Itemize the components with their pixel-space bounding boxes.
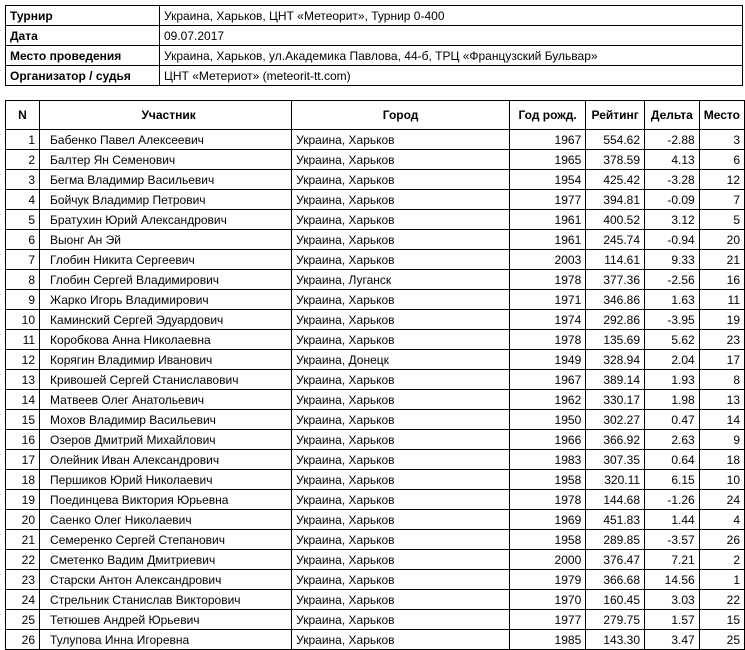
cell-place: 24 xyxy=(699,490,744,510)
cell-birth-year: 1983 xyxy=(510,450,586,470)
cell-delta: 6.15 xyxy=(645,470,700,490)
cell-place: 7 xyxy=(699,190,744,210)
cell-delta: -3.57 xyxy=(645,530,700,550)
info-row xyxy=(6,66,743,86)
header-place: Место xyxy=(699,101,744,130)
cell-participant: Старски Антон Александрович xyxy=(40,570,292,590)
cell-participant: Поединцева Виктория Юрьевна xyxy=(40,490,292,510)
cell-rating: 279.75 xyxy=(586,610,645,630)
tournament-info-table xyxy=(5,5,743,86)
cell-n: 4 xyxy=(6,190,40,210)
table-row xyxy=(6,490,745,510)
cell-city: Украина, Харьков xyxy=(292,190,510,210)
cell-participant: Тетюшев Андрей Юрьевич xyxy=(40,610,292,630)
cell-participant: Мохов Владимир Васильевич xyxy=(40,410,292,430)
cell-place: 19 xyxy=(699,310,744,330)
cell-place: 13 xyxy=(699,390,744,410)
header-participant: Участник xyxy=(40,101,292,130)
cell-city: Украина, Харьков xyxy=(292,330,510,350)
cell-birth-year: 1954 xyxy=(510,170,586,190)
cell-place: 1 xyxy=(699,570,744,590)
table-row xyxy=(6,550,745,570)
table-row xyxy=(6,450,745,470)
tournament-info-body xyxy=(6,6,743,86)
table-row xyxy=(6,530,745,550)
cell-participant: Першиков Юрий Николаевич xyxy=(40,470,292,490)
cell-city: Украина, Харьков xyxy=(292,490,510,510)
cell-rating: 144.68 xyxy=(586,490,645,510)
cell-city: Украина, Харьков xyxy=(292,250,510,270)
cell-rating: 554.62 xyxy=(586,130,645,150)
info-row xyxy=(6,26,743,46)
cell-participant: Матвеев Олег Анатольевич xyxy=(40,390,292,410)
cell-participant: Балтер Ян Семенович xyxy=(40,150,292,170)
cell-place: 18 xyxy=(699,450,744,470)
cell-birth-year: 2003 xyxy=(510,250,586,270)
table-row xyxy=(6,250,745,270)
cell-delta: 5.62 xyxy=(645,330,700,350)
cell-rating: 400.52 xyxy=(586,210,645,230)
table-row xyxy=(6,130,745,150)
cell-participant: Бабенко Павел Алексеевич xyxy=(40,130,292,150)
cell-birth-year: 1950 xyxy=(510,410,586,430)
cell-rating: 160.45 xyxy=(586,590,645,610)
cell-rating: 376.47 xyxy=(586,550,645,570)
cell-city: Украина, Харьков xyxy=(292,310,510,330)
cell-participant: Жарко Игорь Владимирович xyxy=(40,290,292,310)
cell-rating: 328.94 xyxy=(586,350,645,370)
cell-birth-year: 1965 xyxy=(510,150,586,170)
cell-city: Украина, Харьков xyxy=(292,570,510,590)
table-row xyxy=(6,310,745,330)
cell-rating: 330.17 xyxy=(586,390,645,410)
cell-n: 20 xyxy=(6,510,40,530)
cell-birth-year: 1961 xyxy=(510,210,586,230)
cell-n: 5 xyxy=(6,210,40,230)
table-row xyxy=(6,410,745,430)
cell-rating: 307.35 xyxy=(586,450,645,470)
cell-city: Украина, Харьков xyxy=(292,550,510,570)
cell-city: Украина, Луганск xyxy=(292,270,510,290)
cell-birth-year: 1958 xyxy=(510,470,586,490)
cell-participant: Озеров Дмитрий Михайлович xyxy=(40,430,292,450)
cell-rating: 135.69 xyxy=(586,330,645,350)
table-row xyxy=(6,270,745,290)
cell-city: Украина, Харьков xyxy=(292,130,510,150)
table-row xyxy=(6,390,745,410)
cell-city: Украина, Харьков xyxy=(292,210,510,230)
cell-delta: 1.63 xyxy=(645,290,700,310)
table-row xyxy=(6,590,745,610)
cell-city: Украина, Харьков xyxy=(292,530,510,550)
info-label: Турнир xyxy=(6,6,160,26)
cell-birth-year: 1978 xyxy=(510,490,586,510)
cell-place: 25 xyxy=(699,630,744,650)
cell-rating: 302.27 xyxy=(586,410,645,430)
cell-participant: Корягин Владимир Иванович xyxy=(40,350,292,370)
cell-n: 21 xyxy=(6,530,40,550)
cell-birth-year: 1962 xyxy=(510,390,586,410)
info-label: Место проведения xyxy=(6,46,160,66)
table-row xyxy=(6,210,745,230)
cell-n: 6 xyxy=(6,230,40,250)
cell-delta: 3.03 xyxy=(645,590,700,610)
cell-place: 2 xyxy=(699,550,744,570)
cell-city: Украина, Харьков xyxy=(292,510,510,530)
cell-place: 26 xyxy=(699,530,744,550)
cell-participant: Саенко Олег Николаевич xyxy=(40,510,292,530)
cell-city: Украина, Харьков xyxy=(292,630,510,650)
info-label: Дата xyxy=(6,26,160,46)
cell-place: 23 xyxy=(699,330,744,350)
cell-n: 10 xyxy=(6,310,40,330)
cell-participant: Каминский Сергей Эдуардович xyxy=(40,310,292,330)
table-row xyxy=(6,190,745,210)
cell-delta: -0.94 xyxy=(645,230,700,250)
cell-participant: Глобин Сергей Владимирович xyxy=(40,270,292,290)
cell-participant: Кривошей Сергей Станиславович xyxy=(40,370,292,390)
info-row xyxy=(6,6,743,26)
cell-birth-year: 1977 xyxy=(510,190,586,210)
info-value: ЦНТ «Метериот» (meteorit-tt.com) xyxy=(160,66,743,86)
cell-city: Украина, Харьков xyxy=(292,610,510,630)
cell-delta: 0.64 xyxy=(645,450,700,470)
cell-place: 6 xyxy=(699,150,744,170)
cell-place: 15 xyxy=(699,610,744,630)
cell-place: 4 xyxy=(699,510,744,530)
info-label: Организатор / судья xyxy=(6,66,160,86)
table-row xyxy=(6,470,745,490)
cell-rating: 389.14 xyxy=(586,370,645,390)
cell-rating: 346.86 xyxy=(586,290,645,310)
cell-city: Украина, Харьков xyxy=(292,450,510,470)
cell-n: 8 xyxy=(6,270,40,290)
cell-n: 2 xyxy=(6,150,40,170)
cell-participant: Бойчук Владимир Петрович xyxy=(40,190,292,210)
cell-n: 24 xyxy=(6,590,40,610)
table-row xyxy=(6,630,745,650)
cell-city: Украина, Харьков xyxy=(292,170,510,190)
cell-place: 12 xyxy=(699,170,744,190)
cell-birth-year: 1969 xyxy=(510,510,586,530)
cell-place: 5 xyxy=(699,210,744,230)
cell-place: 16 xyxy=(699,270,744,290)
cell-n: 26 xyxy=(6,630,40,650)
cell-birth-year: 1978 xyxy=(510,330,586,350)
results-header xyxy=(6,101,745,130)
cell-delta: 4.13 xyxy=(645,150,700,170)
cell-place: 22 xyxy=(699,590,744,610)
cell-city: Украина, Харьков xyxy=(292,590,510,610)
cell-rating: 378.59 xyxy=(586,150,645,170)
cell-participant: Глобин Никита Сергеевич xyxy=(40,250,292,270)
cell-n: 15 xyxy=(6,410,40,430)
cell-city: Украина, Харьков xyxy=(292,390,510,410)
cell-rating: 143.30 xyxy=(586,630,645,650)
table-row xyxy=(6,230,745,250)
cell-rating: 377.36 xyxy=(586,270,645,290)
cell-participant: Семеренко Сергей Степанович xyxy=(40,530,292,550)
cell-place: 9 xyxy=(699,430,744,450)
table-row xyxy=(6,570,745,590)
cell-n: 11 xyxy=(6,330,40,350)
cell-delta: -2.56 xyxy=(645,270,700,290)
results-body xyxy=(6,130,745,650)
cell-delta: -3.28 xyxy=(645,170,700,190)
cell-rating: 394.81 xyxy=(586,190,645,210)
header-rating: Рейтинг xyxy=(586,101,645,130)
cell-rating: 366.68 xyxy=(586,570,645,590)
cell-rating: 289.85 xyxy=(586,530,645,550)
cell-rating: 425.42 xyxy=(586,170,645,190)
cell-n: 16 xyxy=(6,430,40,450)
cell-delta: 9.33 xyxy=(645,250,700,270)
header-city: Город xyxy=(292,101,510,130)
cell-participant: Братухин Юрий Александрович xyxy=(40,210,292,230)
cell-participant: Стрельник Станислав Викторович xyxy=(40,590,292,610)
cell-rating: 114.61 xyxy=(586,250,645,270)
cell-n: 9 xyxy=(6,290,40,310)
cell-rating: 320.11 xyxy=(586,470,645,490)
cell-place: 8 xyxy=(699,370,744,390)
cell-n: 12 xyxy=(6,350,40,370)
info-value: Украина, Харьков, ул.Академика Павлова, 44-б, ТРЦ «Французский Бульвар» xyxy=(160,46,743,66)
cell-participant: Выонг Ан Эй xyxy=(40,230,292,250)
cell-place: 3 xyxy=(699,130,744,150)
cell-place: 17 xyxy=(699,350,744,370)
cell-birth-year: 1970 xyxy=(510,590,586,610)
cell-city: Украина, Донецк xyxy=(292,350,510,370)
table-row xyxy=(6,350,745,370)
cell-city: Украина, Харьков xyxy=(292,370,510,390)
cell-city: Украина, Харьков xyxy=(292,410,510,430)
cell-delta: 0.47 xyxy=(645,410,700,430)
info-value: Украина, Харьков, ЦНТ «Метеорит», Турнир 0-400 xyxy=(160,6,743,26)
cell-participant: Тулупова Инна Игоревна xyxy=(40,630,292,650)
cell-delta: 1.44 xyxy=(645,510,700,530)
cell-n: 14 xyxy=(6,390,40,410)
cell-birth-year: 1985 xyxy=(510,630,586,650)
cell-n: 23 xyxy=(6,570,40,590)
info-value: 09.07.2017 xyxy=(160,26,743,46)
cell-city: Украина, Харьков xyxy=(292,290,510,310)
cell-n: 25 xyxy=(6,610,40,630)
results-table xyxy=(5,100,745,650)
table-row xyxy=(6,370,745,390)
cell-n: 22 xyxy=(6,550,40,570)
cell-participant: Сметенко Вадим Дмитриевич xyxy=(40,550,292,570)
cell-birth-year: 1979 xyxy=(510,570,586,590)
cell-place: 11 xyxy=(699,290,744,310)
table-row xyxy=(6,510,745,530)
cell-rating: 366.92 xyxy=(586,430,645,450)
cell-delta: 1.98 xyxy=(645,390,700,410)
cell-rating: 451.83 xyxy=(586,510,645,530)
cell-delta: 3.12 xyxy=(645,210,700,230)
cell-delta: 2.04 xyxy=(645,350,700,370)
cell-birth-year: 1971 xyxy=(510,290,586,310)
cell-delta: 2.63 xyxy=(645,430,700,450)
cell-city: Украина, Харьков xyxy=(292,230,510,250)
cell-place: 21 xyxy=(699,250,744,270)
table-row xyxy=(6,150,745,170)
cell-n: 17 xyxy=(6,450,40,470)
cell-city: Украина, Харьков xyxy=(292,470,510,490)
header-n: N xyxy=(6,101,40,130)
header-delta: Дельта xyxy=(645,101,700,130)
cell-birth-year: 1967 xyxy=(510,370,586,390)
table-row xyxy=(6,430,745,450)
cell-delta: -1.26 xyxy=(645,490,700,510)
table-row xyxy=(6,610,745,630)
cell-city: Украина, Харьков xyxy=(292,430,510,450)
cell-birth-year: 1961 xyxy=(510,230,586,250)
cell-delta: 1.57 xyxy=(645,610,700,630)
cell-n: 18 xyxy=(6,470,40,490)
table-row xyxy=(6,330,745,350)
cell-birth-year: 1949 xyxy=(510,350,586,370)
cell-place: 10 xyxy=(699,470,744,490)
cell-n: 7 xyxy=(6,250,40,270)
header-row xyxy=(6,101,745,130)
cell-city: Украина, Харьков xyxy=(292,150,510,170)
info-row xyxy=(6,46,743,66)
cell-birth-year: 1974 xyxy=(510,310,586,330)
cell-delta: 1.93 xyxy=(645,370,700,390)
cell-delta: 14.56 xyxy=(645,570,700,590)
cell-participant: Коробкова Анна Николаевна xyxy=(40,330,292,350)
cell-n: 3 xyxy=(6,170,40,190)
cell-birth-year: 1958 xyxy=(510,530,586,550)
cell-place: 20 xyxy=(699,230,744,250)
cell-participant: Олейник Иван Александрович xyxy=(40,450,292,470)
cell-birth-year: 2000 xyxy=(510,550,586,570)
header-birth-year: Год рожд. xyxy=(510,101,586,130)
cell-delta: -2.88 xyxy=(645,130,700,150)
table-row xyxy=(6,170,745,190)
cell-birth-year: 1966 xyxy=(510,430,586,450)
cell-n: 1 xyxy=(6,130,40,150)
cell-birth-year: 1977 xyxy=(510,610,586,630)
cell-rating: 245.74 xyxy=(586,230,645,250)
cell-delta: -0.09 xyxy=(645,190,700,210)
cell-delta: 3.47 xyxy=(645,630,700,650)
cell-birth-year: 1978 xyxy=(510,270,586,290)
table-row xyxy=(6,290,745,310)
cell-participant: Бегма Владимир Васильевич xyxy=(40,170,292,190)
cell-delta: -3.95 xyxy=(645,310,700,330)
cell-place: 14 xyxy=(699,410,744,430)
cell-n: 19 xyxy=(6,490,40,510)
cell-delta: 7.21 xyxy=(645,550,700,570)
cell-n: 13 xyxy=(6,370,40,390)
cell-rating: 292.86 xyxy=(586,310,645,330)
cell-birth-year: 1967 xyxy=(510,130,586,150)
